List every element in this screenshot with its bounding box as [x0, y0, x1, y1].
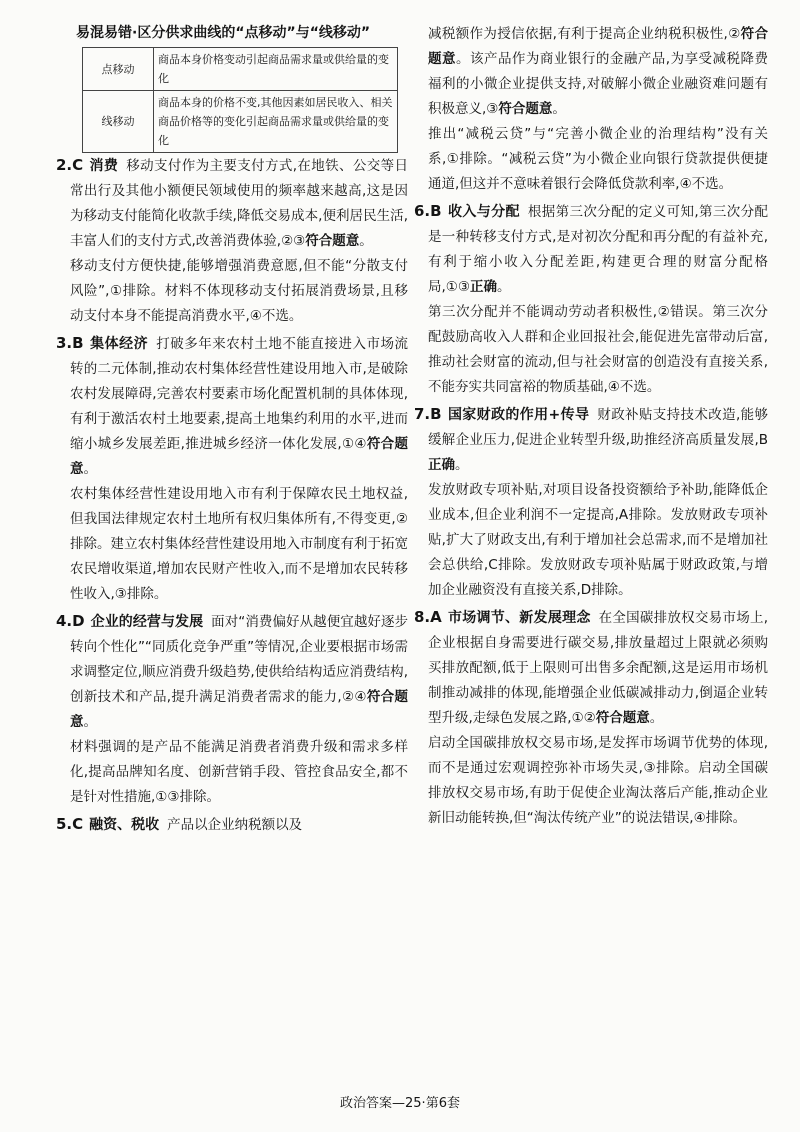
- answer-topic: 融资、税收: [89, 817, 160, 833]
- answer-text: 根据第三次分配的定义可知,第三次分配是一种转移支付方式,是对初次分配和再分配的有益补充,有利于缩小收入分配差距,构建更合理的财富分配格局,①③: [428, 204, 768, 295]
- answer-topic: 企业的经营与发展: [90, 614, 204, 630]
- answer-topic: 消费: [89, 158, 119, 174]
- answer-number: 2.C: [56, 156, 84, 174]
- answer-paragraph: [428, 22, 768, 122]
- answer-paragraph: [56, 331, 409, 482]
- answer-highlight: 符合题意: [70, 689, 408, 730]
- answer-explanation: 启动全国碳排放权交易市场,是发挥市场调节优势的体现,而不是通过宏观调控弥补市场失灵,③排除。启动全国碳排放权交易市场,有助于促使企业淘汰落后产能,推动企业新旧动能转换,但“淘汰传统产业”的说法错误,④排除。: [428, 735, 768, 826]
- table-row: [83, 91, 398, 153]
- answer-item-8: [414, 605, 769, 831]
- answer-text: 。: [83, 461, 97, 477]
- answer-text: 。: [83, 714, 97, 730]
- answer-text: 。: [552, 101, 566, 117]
- page-footer: 政治答案—25·第6套: [340, 1096, 460, 1111]
- tip-value: 商品本身价格变动引起商品需求量或供给量的变化: [154, 48, 398, 91]
- answer-text: 。: [497, 279, 511, 295]
- answer-topic: 集体经济: [89, 336, 149, 352]
- answer-item-5: [56, 812, 408, 838]
- answer-number: 6.B: [414, 202, 442, 220]
- answer-number: 8.A: [414, 608, 442, 626]
- answer-item-7: [414, 402, 768, 603]
- answer-item-5-continued: [428, 22, 768, 197]
- answer-paragraph: [56, 153, 409, 254]
- tip-key: 线移动: [83, 91, 154, 153]
- answer-number: 5.C: [56, 815, 84, 833]
- answer-text: 。该产品作为商业银行的金融产品,为享受减税降费福利的小微企业提供支持,对破解小微企业融资难问题有积极意义,③: [428, 51, 769, 117]
- answer-explanation: 移动支付方便快捷,能够增强消费意愿,但不能“分散支付风险”,①排除。材料不体现移动支付拓展消费场景,且移动支付本身不能提高消费水平,④不选。: [70, 258, 408, 324]
- answer-highlight: 正确: [428, 457, 455, 473]
- answer-text: 在全国碳排放权交易市场上,企业根据自身需要进行碳交易,排放量超过上限就必须购买排放配额,低于上限则可出售多余配额,这是运用市场机制推动减排的体现,能增强企业低碳减排动力,倒逼企业转型升级,走绿色发展之路,①②: [428, 610, 769, 726]
- answer-item-3: [56, 331, 409, 607]
- answer-item-4: [56, 609, 409, 810]
- answer-topic: 收入与分配: [447, 204, 520, 220]
- answer-text: 移动支付作为主要支付方式,在地铁、公交等日常出行及其他小额便民领域使用的频率越来越高,这是因为移动支付能简化收款手续,降低交易成本,便利居民生活,丰富人们的支付方式,改善消费体验,②③: [70, 158, 409, 249]
- answer-item-2: [56, 153, 409, 329]
- answer-explanation: 发放财政专项补贴,对项目设备投资额给予补助,能降低企业成本,但企业利润不一定提高,A排除。发放财政专项补贴,扩大了财政支出,有利于增加社会总需求,而不是增加社会总供给,C排除。发放财政专项补贴属于财政政策,与增加企业融资没有直接关系,D排除。: [428, 482, 768, 598]
- answer-explanation: 农村集体经营性建设用地入市有利于保障农民土地权益,但我国法律规定农村土地所有权归集体所有,不得变更,②排除。建立农村集体经营性建设用地入市制度有利于拓宽农民增收渠道,增加农民财产性收入,而不是增加农民转移性收入,③排除。: [70, 486, 408, 602]
- answer-number: 7.B: [414, 405, 442, 423]
- table-row: [83, 48, 398, 91]
- answer-text: 。: [359, 233, 373, 249]
- answer-text: 打破多年来农村土地不能直接进入市场流转的二元体制,推动农村集体经营性建设用地入市,是破除农村发展障碍,完善农村要素市场化配置机制的具体体现,有利于激活农村土地要素,提高土地集约利用的水平,进而缩小城乡发展差距,推进城乡经济一体化发展,①④: [70, 336, 409, 452]
- tip-table: [82, 47, 398, 153]
- answer-highlight: 符合题意: [498, 101, 553, 117]
- answer-explanation: 材料强调的是产品不能满足消费者消费升级和需求多样化,提高品牌知名度、创新营销手段、管控食品安全,都不是针对性措施,①③排除。: [70, 739, 408, 805]
- answer-highlight: 符合题意: [305, 233, 360, 249]
- tip-key: 点移动: [83, 48, 154, 91]
- answer-text: 。: [455, 457, 469, 473]
- answer-topic: 市场调节、新发展理念: [447, 610, 591, 626]
- answer-text: 减税额作为授信依据,有利于提高企业纳税积极性,②: [428, 26, 741, 42]
- answer-paragraph: [414, 199, 768, 300]
- right-column: [414, 22, 769, 833]
- answer-text: 。: [649, 710, 664, 726]
- answer-highlight: 符合题意: [70, 436, 408, 477]
- answer-paragraph: [414, 402, 768, 478]
- left-column: [56, 22, 409, 840]
- answer-number: 4.D: [56, 612, 85, 630]
- answer-paragraph: [56, 609, 409, 735]
- answer-highlight: 符合题意: [595, 710, 650, 726]
- tip-value: 商品本身的价格不变,其他因素如居民收入、相关商品价格等的变化引起商品需求量或供给量的变化: [154, 91, 398, 153]
- answer-text: 面对“消费偏好从越便宜越好逐步转向个性化”“同质化竞争严重”等情况,企业要根据市场需求调整定位,顺应消费升级趋势,使供给结构适应消费结构,创新技术和产品,提升满足消费者需求的能力,②④: [70, 614, 409, 705]
- answer-explanation: 第三次分配并不能调动劳动者积极性,②错误。第三次分配鼓励高收入人群和企业回报社会,能促进先富带动后富,推动社会财富的流动,但与社会财富的创造没有直接关系,不能夯实共同富裕的物质基础,④不选。: [428, 304, 768, 395]
- answer-explanation: 推出“减税云贷”与“完善小微企业的治理结构”没有关系,①排除。“减税云贷”为小微企业向银行贷款提供便捷通道,但这并不意味着银行会降低贷款利率,④不选。: [428, 126, 768, 192]
- answer-paragraph: [414, 605, 769, 731]
- answer-number: 3.B: [56, 334, 84, 352]
- answer-highlight: 符合题意: [428, 26, 769, 67]
- answer-topic: 国家财政的作用+传导: [447, 407, 590, 423]
- tip-title: 易混易错·区分供求曲线的“点移动”与“线移动”: [76, 25, 371, 41]
- answer-item-6: [414, 199, 768, 400]
- answer-text: 财政补贴支持技术改造,能够缓解企业压力,促进企业转型升级,助推经济高质量发展,B: [428, 407, 768, 448]
- answer-text: 产品以企业纳税额以及: [167, 817, 303, 833]
- answer-paragraph: [56, 812, 408, 838]
- answer-highlight: 正确: [470, 279, 497, 295]
